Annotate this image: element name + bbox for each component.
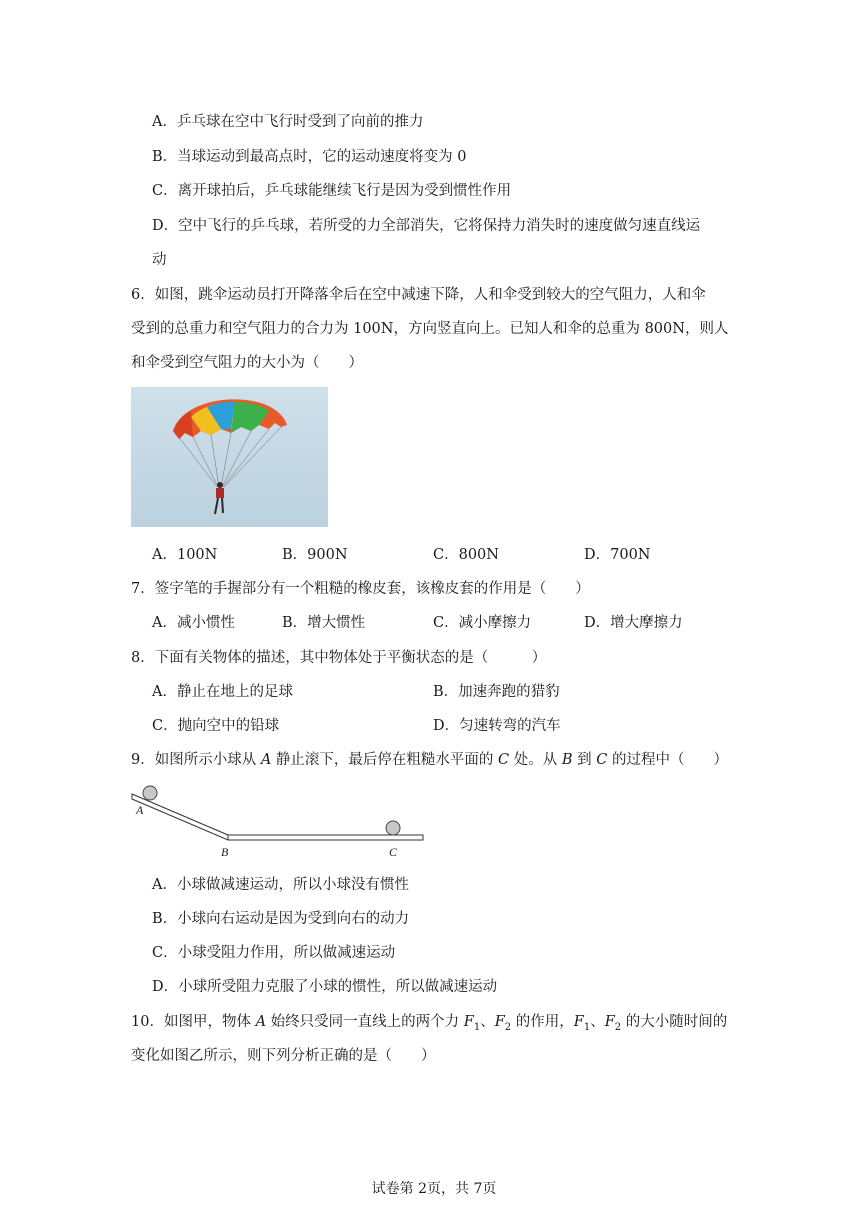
q7-options <box>152 613 683 633</box>
q8-option-a: A．静止在地上的足球 <box>152 684 293 700</box>
q9-option-a: A．小球做减速运动，所以小球没有惯性 <box>152 877 409 893</box>
q9-option-d: D．小球所受阻力克服了小球的惯性，所以做减速运动 <box>152 979 498 995</box>
label-b: B <box>221 845 229 859</box>
q9-stem: 9．如图所示小球从 A 静止滚下，最后停在粗糙水平面的 C 处。从 B 到 C 的过程中（ ） <box>131 752 728 768</box>
q8-option-d: D．匀速转弯的汽车 <box>433 718 561 734</box>
ball-at-c <box>386 821 400 835</box>
q6-option-b: B．900N <box>282 547 348 563</box>
q5-option-b: B．当球运动到最高点时，它的运动速度将变为 0 <box>152 149 467 165</box>
ball-at-a <box>143 786 157 800</box>
q6-stem-line1: 6．如图，跳伞运动员打开降落伞后在空中减速下降，人和伞受到较大的空气阻力，人和伞 <box>131 287 706 303</box>
q5-option-a: A．乒乓球在空中飞行时受到了向前的推力 <box>152 114 424 130</box>
q9-option-c: C．小球受阻力作用，所以做减速运动 <box>152 945 396 961</box>
q7-stem: 7．签字笔的手握部分有一个粗糙的橡皮套，该橡皮套的作用是（ ） <box>131 581 590 597</box>
q7-option-d: D．增大摩擦力 <box>584 615 683 631</box>
q6-option-a: A．100N <box>152 547 218 563</box>
q8-option-b: B．加速奔跑的猎豹 <box>433 684 560 700</box>
q5-option-d: D．空中飞行的乒乓球，若所受的力全部消失，它将保持力消失时的速度做匀速直线运 <box>152 218 701 234</box>
page-footer: 试卷第 2页，共 7页 <box>371 1181 497 1197</box>
q5-option-d-cont: 动 <box>152 252 167 268</box>
q10-stem-line1: 10．如图甲，物体 A 始终只受同一直线上的两个力 $F_1$、$F_2$ 的作用，$F_1$、$F_2$ 的大小随时间的 <box>131 1014 728 1033</box>
q7-option-a: A．减小惯性 <box>152 615 235 631</box>
q6-stem-line2: 受到的总重力和空气阻力的合力为 100N，方向竖直向上。已知人和伞的总重为 800N，则人 <box>131 321 729 337</box>
q6-options <box>152 545 651 565</box>
label-a: A <box>136 803 144 817</box>
q5-option-c: C．离开球拍后，乒乓球能继续飞行是因为受到惯性作用 <box>152 183 512 199</box>
q8-option-c: C．抛向空中的铅球 <box>152 718 280 734</box>
label-c: C <box>389 845 398 859</box>
q10-stem-line2: 变化如图乙所示，则下列分析正确的是（ ） <box>131 1048 436 1064</box>
q6-stem-line3: 和伞受到空气阻力的大小为（ ） <box>131 355 363 371</box>
q7-option-b: B．增大惯性 <box>282 615 366 631</box>
q8-stem: 8．下面有关物体的描述，其中物体处于平衡状态的是（ ） <box>131 650 547 666</box>
incline-diagram <box>128 782 428 862</box>
parachute-photo <box>131 387 328 527</box>
q6-option-d: D．700N <box>584 547 651 563</box>
q6-option-c: C．800N <box>433 547 499 563</box>
q9-option-b: B．小球向右运动是因为受到向右的动力 <box>152 911 410 927</box>
q7-option-c: C．减小摩擦力 <box>433 615 532 631</box>
